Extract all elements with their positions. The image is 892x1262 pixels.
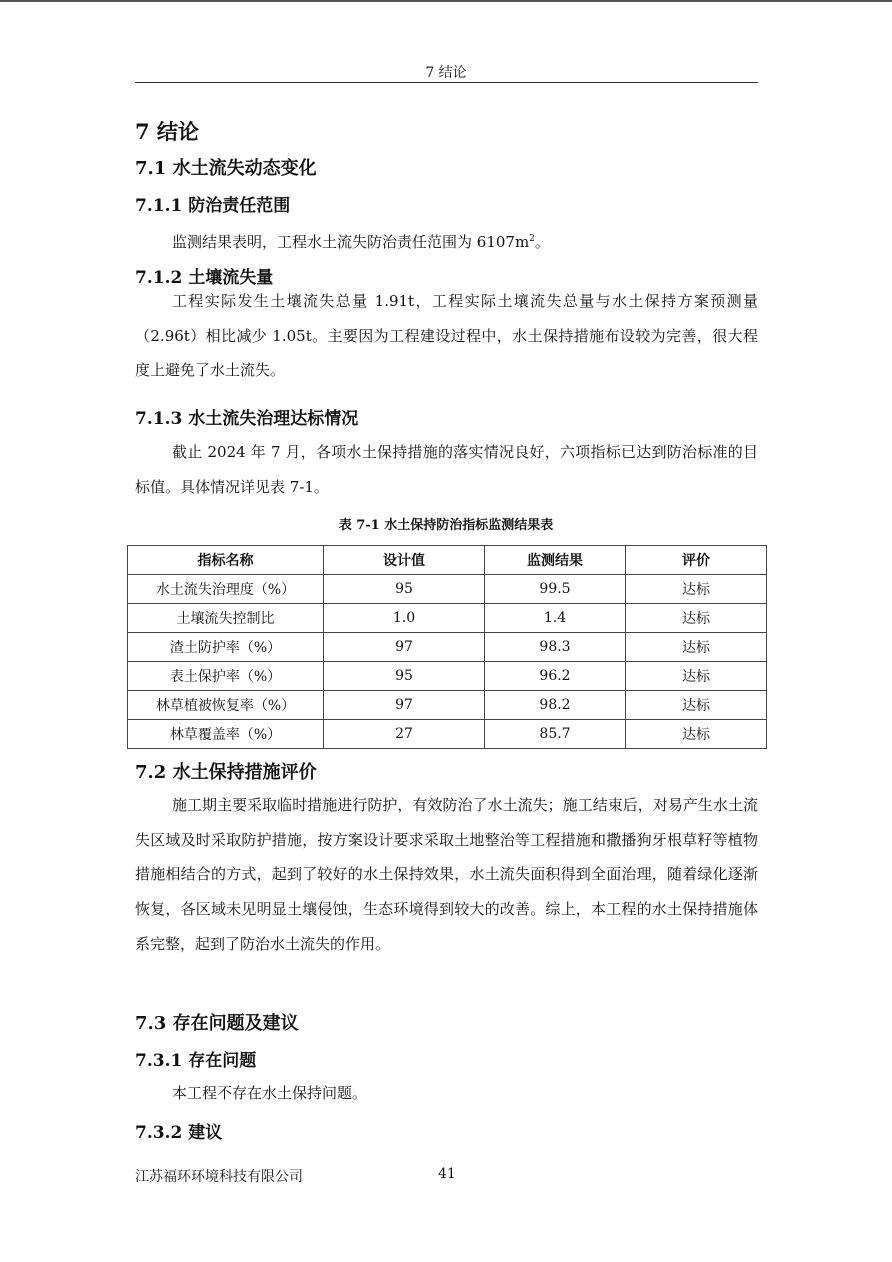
subsection-heading-7-3-2: 7.3.2 建议 (135, 1123, 223, 1143)
evaluation: 达标 (626, 633, 767, 662)
design-value: 95 (324, 662, 485, 691)
paragraph-7-1-1-end: 。 (534, 233, 550, 251)
page-number: 41 (438, 1166, 456, 1182)
paragraph-7-2: 施工期主要采取临时措施进行防护，有效防治了水土流失；施工结束后，对易产生水土流失区域及时采取防护措施，按方案设计要求采取土地整治等工程措施和撒播狗牙根草籽等植物措施相结合的方式，起到了较好的水土保持效果，水土流失面积得到全面治理，随着绿化逐渐恢复，各区域未见明显土壤侵蚀，生态环境得到较大的改善。综上，本工程的水土保持措施体系完整，起到了防治水土流失的作用。 (135, 796, 758, 953)
table-row (128, 604, 767, 633)
table-row (128, 633, 767, 662)
design-value: 97 (324, 691, 485, 720)
paragraph-7-1-1-text: 监测结果表明，工程水土流失防治责任范围为 6107m (172, 233, 530, 251)
section-heading-7-3: 7.3 存在问题及建议 (135, 1013, 299, 1034)
design-value: 95 (324, 575, 485, 604)
header-monitoring-result: 监测结果 (485, 546, 626, 575)
monitoring-result: 85.7 (485, 720, 626, 749)
table-row (128, 662, 767, 691)
subsection-heading-7-1-1: 7.1.1 防治责任范围 (135, 196, 291, 216)
top-border-line (0, 0, 892, 2)
monitoring-result: 98.2 (485, 691, 626, 720)
header-evaluation: 评价 (626, 546, 767, 575)
indicator-name: 土壤流失控制比 (128, 604, 324, 633)
running-header: 7 结论 (425, 65, 467, 81)
subsection-heading-7-1-2: 7.1.2 土壤流失量 (135, 268, 274, 288)
subsection-heading-7-1-3: 7.1.3 水土流失治理达标情况 (135, 409, 359, 429)
indicator-name: 林草植被恢复率（%） (128, 691, 324, 720)
chapter-heading: 7 结论 (135, 119, 199, 144)
evaluation: 达标 (626, 720, 767, 749)
monitoring-result: 99.5 (485, 575, 626, 604)
section-heading-7-1: 7.1 水土流失动态变化 (135, 158, 317, 179)
table-caption: 表 7-1 水土保持防治指标监测结果表 (338, 518, 554, 533)
monitoring-result: 96.2 (485, 662, 626, 691)
paragraph-7-3-1: 本工程不存在水土保持问题。 (172, 1084, 368, 1102)
design-value: 97 (324, 633, 485, 662)
paragraph-7-1-1 (135, 222, 758, 260)
evaluation: 达标 (626, 575, 767, 604)
header-design-value: 设计值 (324, 546, 485, 575)
indicator-name: 表土保护率（%） (128, 662, 324, 691)
indicator-table (127, 545, 767, 749)
indicator-name: 水土流失治理度（%） (128, 575, 324, 604)
header-divider (135, 82, 758, 83)
monitoring-result: 1.4 (485, 604, 626, 633)
design-value: 1.0 (324, 604, 485, 633)
paragraph-7-1-3: 截止 2024 年 7 月，各项水土保持措施的落实情况良好，六项指标已达到防治标准的目标值。具体情况详见表 7-1。 (135, 443, 758, 496)
evaluation: 达标 (626, 662, 767, 691)
evaluation: 达标 (626, 691, 767, 720)
section-heading-7-2: 7.2 水土保持措施评价 (135, 762, 317, 783)
design-value: 27 (324, 720, 485, 749)
table-header-row (128, 546, 767, 575)
footer-company-name: 江苏福环环境科技有限公司 (135, 1169, 303, 1185)
paragraph-7-1-2: 工程实际发生土壤流失总量 1.91t，工程实际土壤流失总量与水土保持方案预测量（2.96t）相比减少 1.05t。主要因为工程建设过程中，水土保持措施布设较为完善，很大程度上避免了水土流失。 (135, 292, 758, 380)
indicator-name: 渣土防护率（%） (128, 633, 324, 662)
subsection-heading-7-3-1: 7.3.1 存在问题 (135, 1051, 257, 1071)
monitoring-result: 98.3 (485, 633, 626, 662)
indicator-name: 林草覆盖率（%） (128, 720, 324, 749)
evaluation: 达标 (626, 604, 767, 633)
table-row (128, 691, 767, 720)
table-row (128, 720, 767, 749)
table-row (128, 575, 767, 604)
superscript-2: 2 (529, 234, 535, 244)
header-indicator-name: 指标名称 (128, 546, 324, 575)
